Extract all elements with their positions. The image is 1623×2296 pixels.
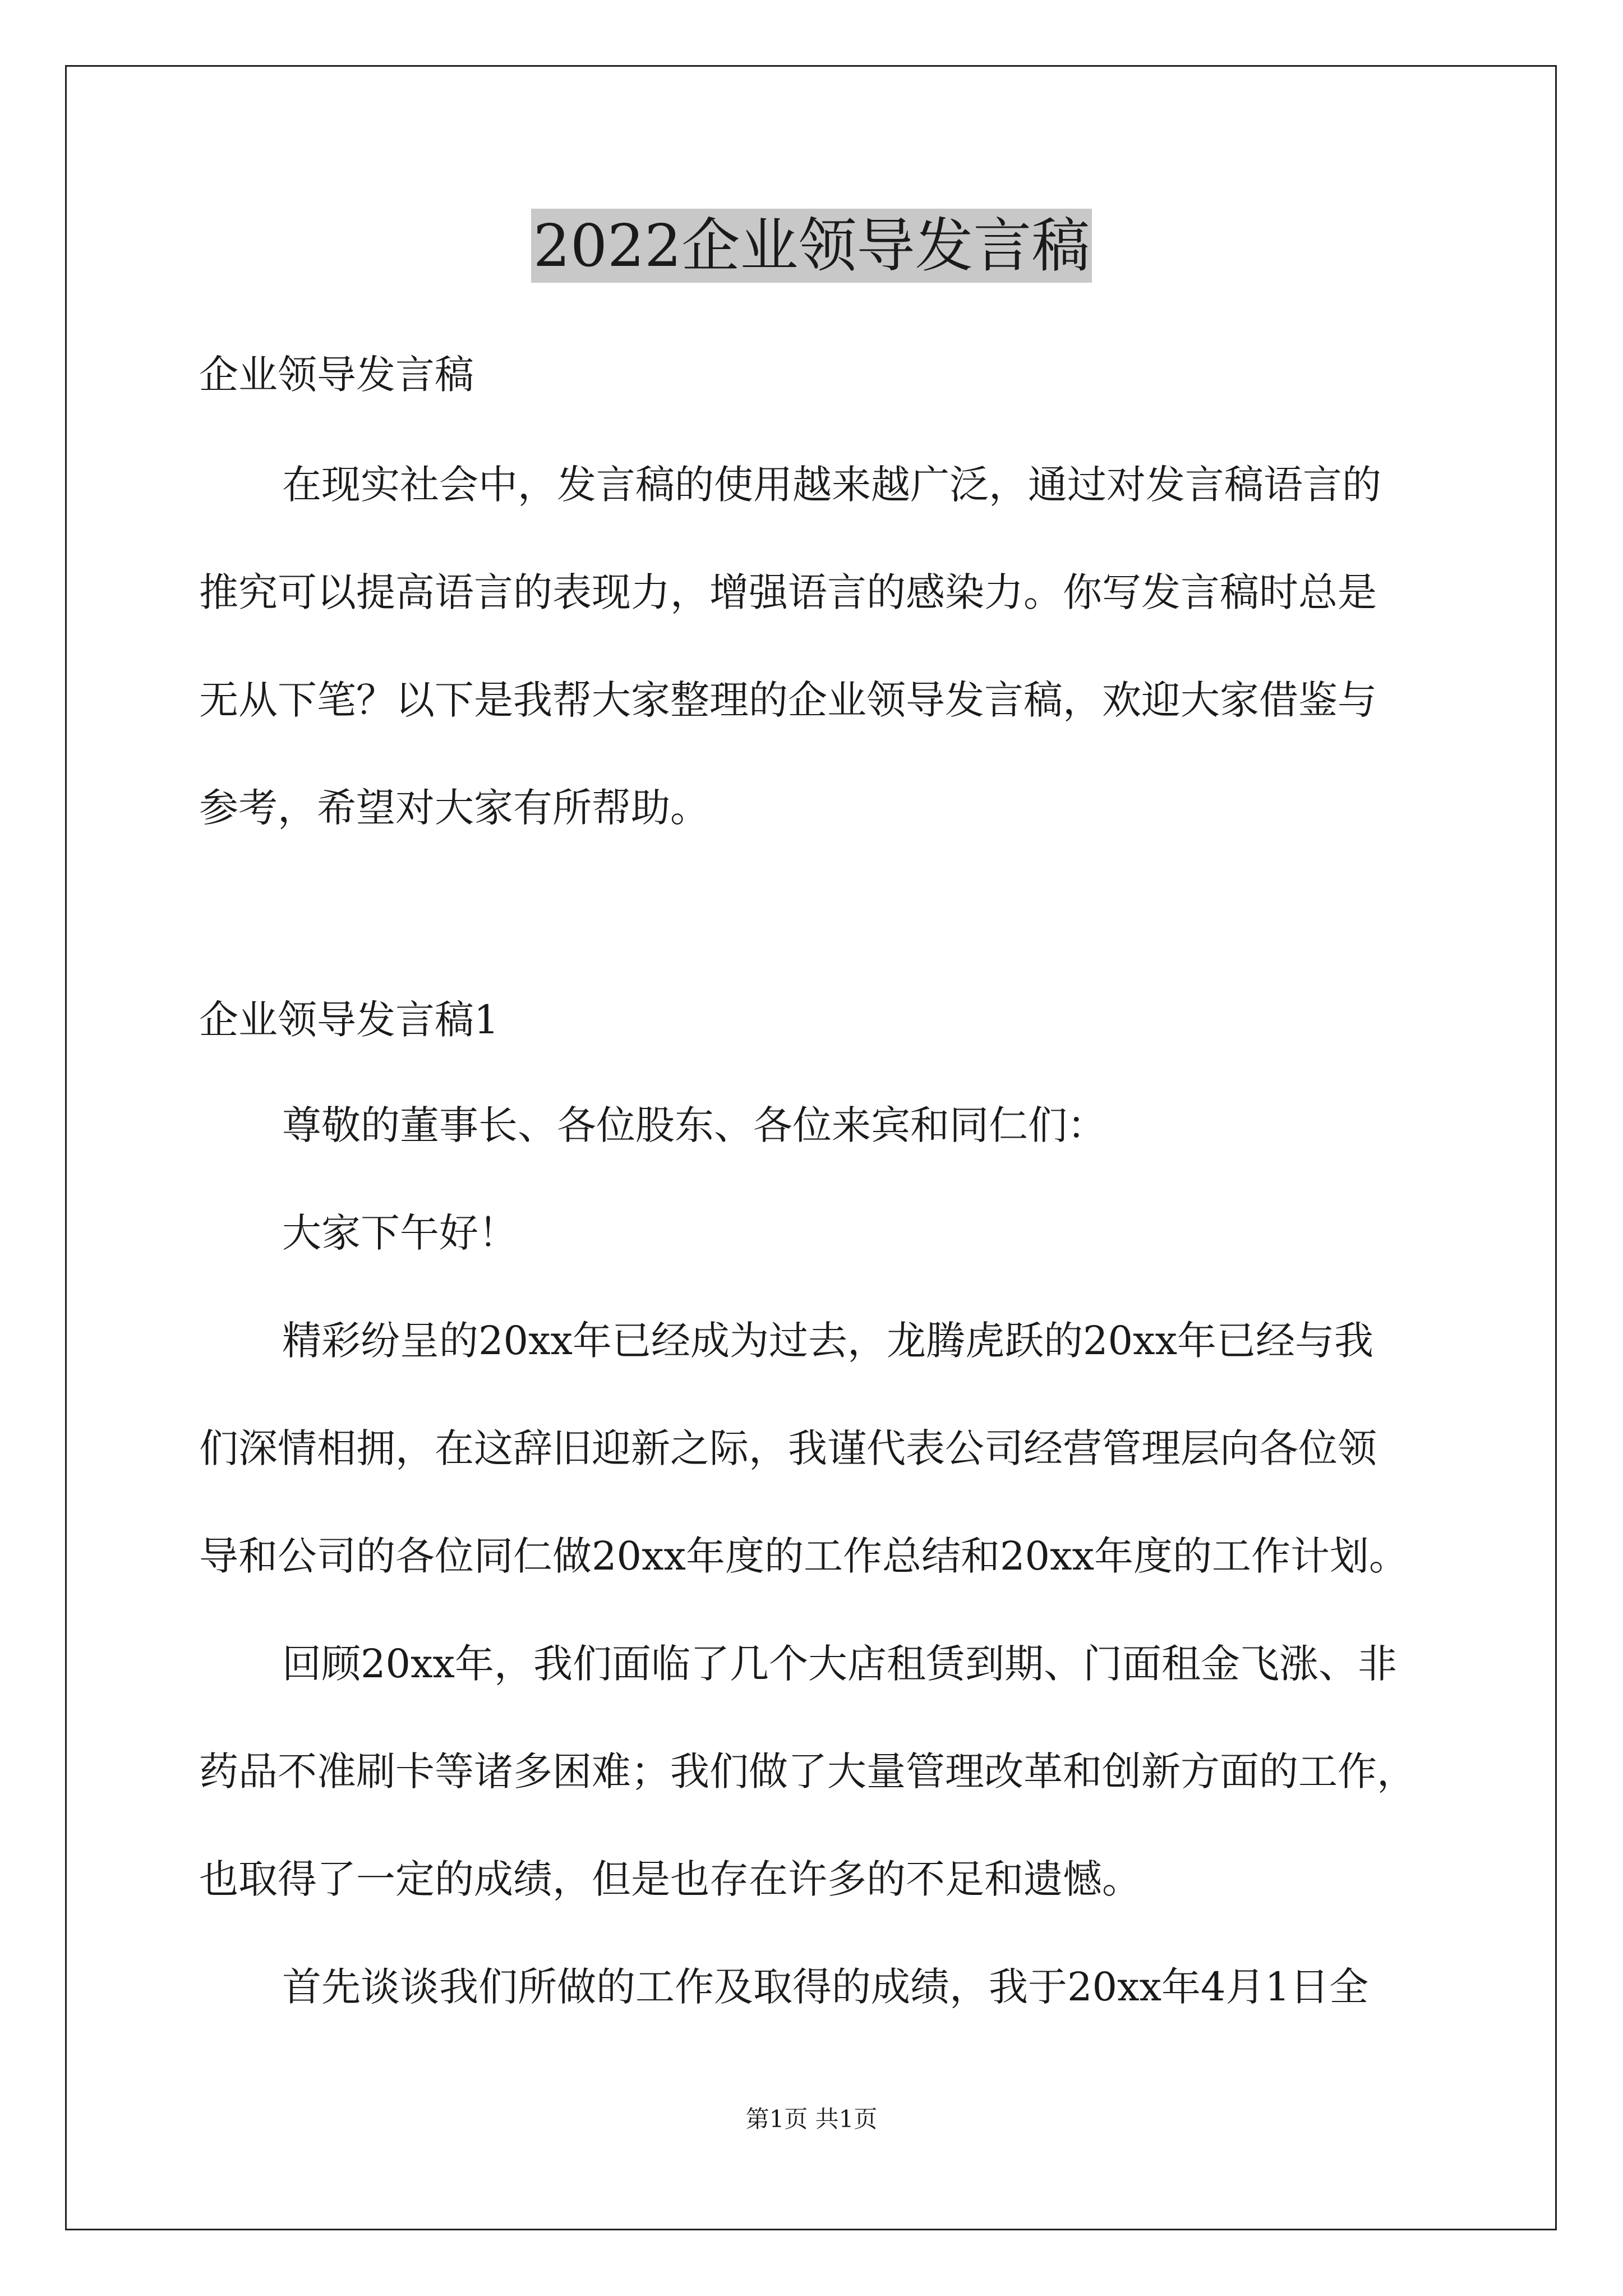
paragraph-line: 在现实社会中，发言稿的使用越来越广泛，通过对发言稿语言的	[282, 462, 1381, 508]
paragraph-line: 无从下笔？以下是我帮大家整理的企业领导发言稿，欢迎大家借鉴与	[199, 677, 1377, 723]
paragraph-line: 也取得了一定的成绩，但是也存在许多的不足和遗憾。	[199, 1856, 1141, 1902]
document-title: 2022企业领导发言稿	[531, 209, 1092, 283]
section-heading: 企业领导发言稿	[199, 352, 474, 398]
page-footer: 第1页 共1页	[745, 2105, 878, 2133]
paragraph-line: 首先谈谈我们所做的工作及取得的成绩，我于20xx年4月1日全	[282, 1964, 1369, 2010]
section-heading: 企业领导发言稿1	[199, 997, 499, 1043]
paragraph-line: 大家下午好！	[282, 1210, 518, 1256]
paragraph-line: 精彩纷呈的20xx年已经成为过去，龙腾虎跃的20xx年已经与我	[282, 1318, 1374, 1364]
paragraph-line: 推究可以提高语言的表现力，增强语言的感染力。你写发言稿时总是	[199, 569, 1377, 615]
paragraph-line: 们深情相拥，在这辞旧迎新之际，我谨代表公司经营管理层向各位领	[199, 1425, 1377, 1471]
paragraph-line: 参考，希望对大家有所帮助。	[199, 785, 709, 831]
paragraph-line: 导和公司的各位同仁做20xx年度的工作总结和20xx年度的工作计划。	[199, 1533, 1409, 1579]
paragraph-line: 回顾20xx年，我们面临了几个大店租赁到期、门面租金飞涨、非	[282, 1641, 1398, 1687]
paragraph-line: 尊敬的董事长、各位股东、各位来宾和同仁们：	[282, 1102, 1106, 1148]
paragraph-line: 药品不准刷卡等诸多困难；我们做了大量管理改革和创新方面的工作，	[199, 1749, 1416, 1795]
